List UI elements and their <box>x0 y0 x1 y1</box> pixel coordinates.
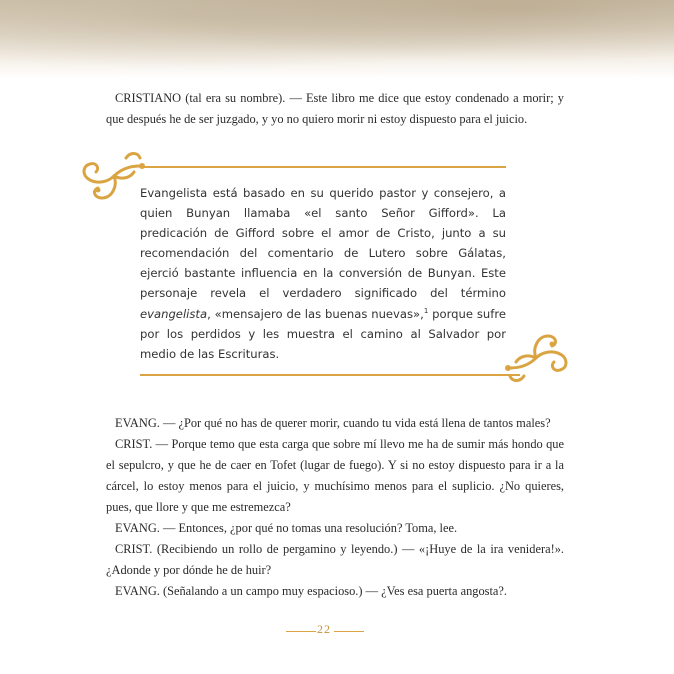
footer-rule-right <box>334 631 364 632</box>
page-number: 22 <box>317 622 331 636</box>
flourish-ornament-icon <box>502 330 574 388</box>
sidebar-text-a: Evangelista está basado en su querido pastor y consejero, a quien Bunyan llamaba «el santo Señor Gifford». La predicación de Gifford sobre el amor de Cristo, junto a su recomendación del comentario de Lutero sobre Gálatas, ejerció bastante influencia en la conversión de Bunyan. Este personaje revela el verdadero significado del término <box>140 186 506 301</box>
dialogue-paragraph: EVANG. — Entonces, ¿por qué no tomas una resolución? Toma, lee. <box>115 521 458 535</box>
sidebar-text-c: porque sufre por los perdidos y les muestra el camino al Salvador por medio de las Escrituras. <box>140 306 507 361</box>
dialogue-paragraph: EVANG. (Señalando a un campo muy espacioso.) — ¿Ves esa puerta angosta?. <box>115 584 508 598</box>
sidebar-top-rule <box>140 166 506 168</box>
dialogue-paragraph: CRIST. — Porque temo que esta carga que sobre mí llevo me ha de sumir más hondo que el sepulcro, y que he de caer en Tofet (lugar de fuego). Y si no estoy dispuesto para ir a la cárcel, lo estoy menos para el juicio, y muchísimo menos para el suplicio. ¿No quieres, pues, que llore y que me estremezca? <box>106 437 564 514</box>
sidebar-term: evangelista <box>140 306 208 321</box>
top-dialogue <box>106 88 564 130</box>
flourish-ornament-icon <box>68 146 150 206</box>
sidebar-note <box>140 183 506 364</box>
footnote-reference[interactable]: 1 <box>423 306 429 315</box>
sidebar-bottom-rule <box>140 374 520 376</box>
dialogue-paragraph: CRISTIANO (tal era su nombre). — Este libro me dice que estoy condenado a morir; y que después he de ser juzgado, y yo no quiero morir ni estoy dispuesto para el juicio. <box>106 91 564 126</box>
bottom-dialogue <box>106 413 564 602</box>
sidebar-text-b: , «mensajero de las buenas nuevas», <box>207 306 424 321</box>
parchment-header-texture <box>0 0 674 78</box>
dialogue-paragraph: CRIST. (Recibiendo un rollo de pergamino y leyendo.) — «¡Huye de la ira venidera!». ¿Adonde y por dónde he de huir? <box>106 542 564 577</box>
page-footer <box>0 622 674 642</box>
dialogue-paragraph: EVANG. — ¿Por qué no has de querer morir, cuando tu vida está llena de tantos males? <box>115 416 551 430</box>
